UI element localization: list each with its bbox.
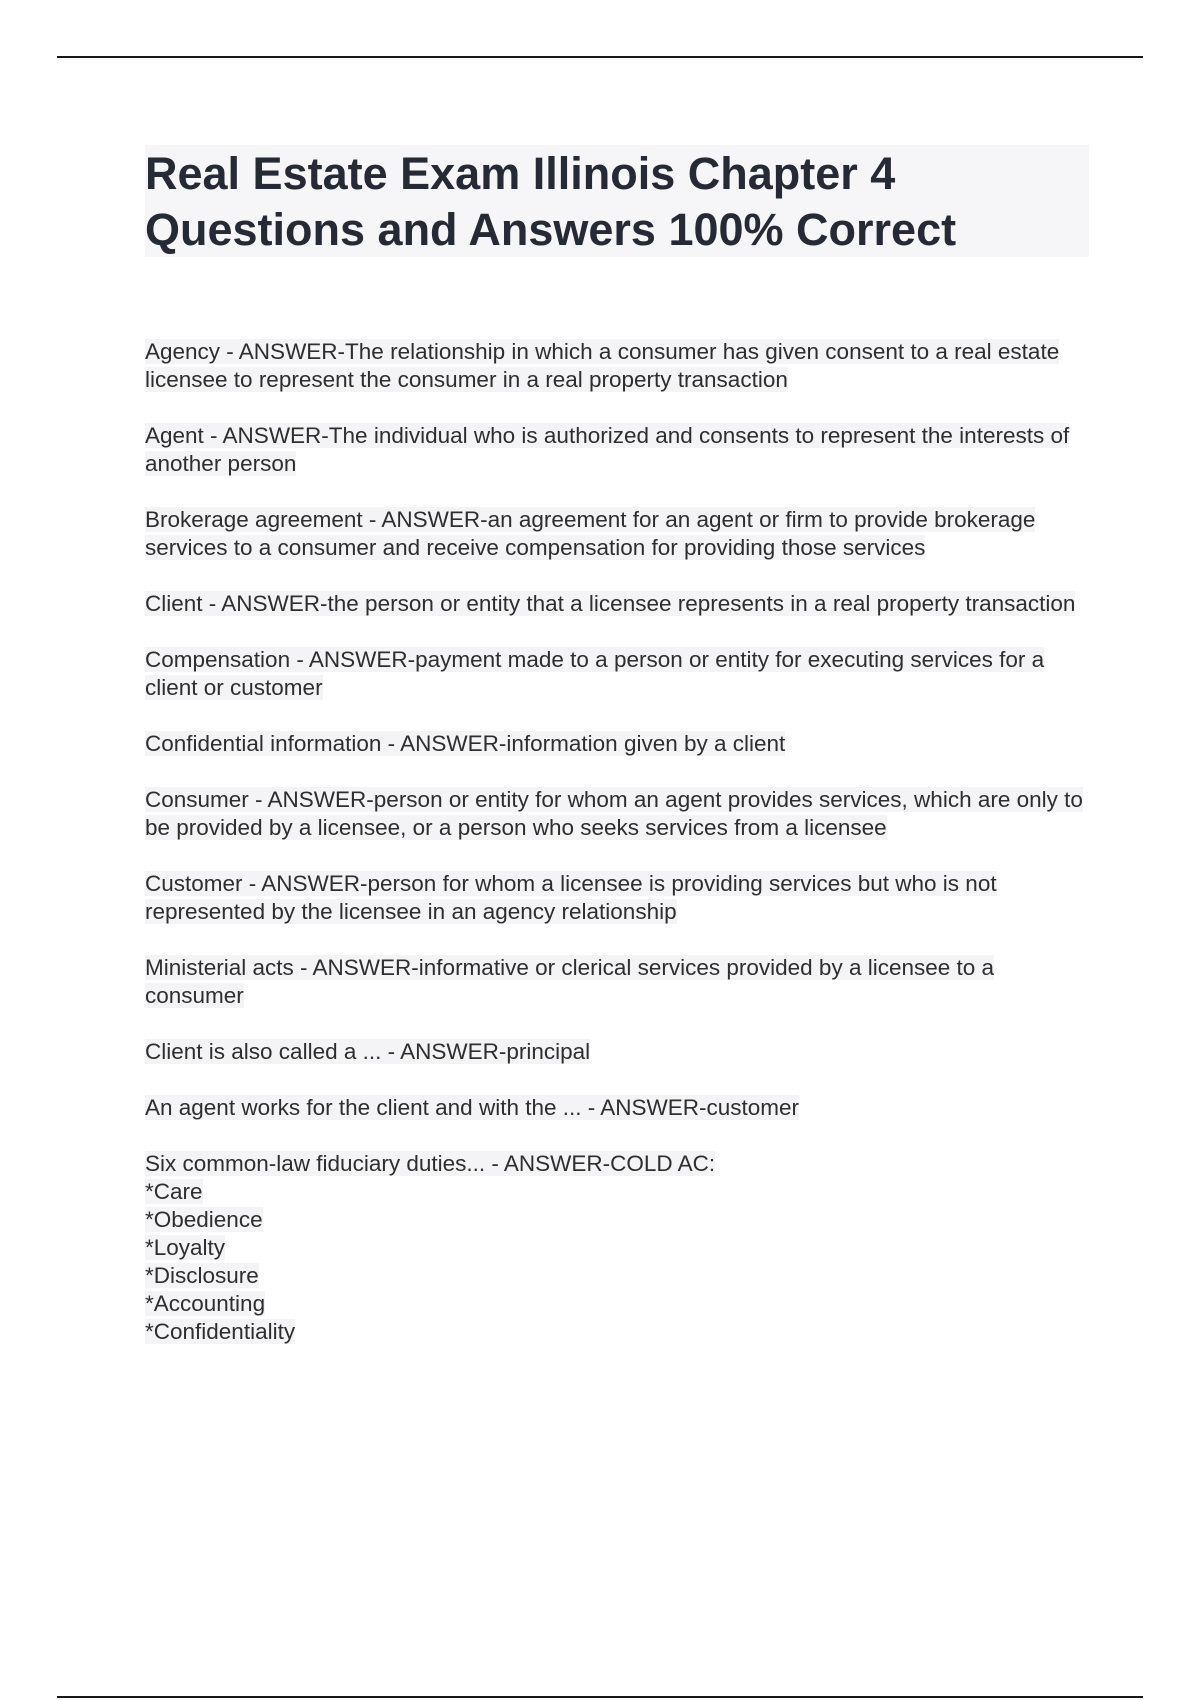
qa-text: Consumer - ANSWER-person or entity for whom an agent provides services, which are only to be provided by a licensee, or a person who seeks services from a licensee: [145, 787, 1083, 840]
qa-item-customer: [145, 870, 1085, 926]
fiduciary-duty: [145, 1206, 1085, 1234]
qa-item-brokerage-agreement: [145, 506, 1085, 562]
qa-text: Confidential information - ANSWER-information given by a client: [145, 731, 786, 756]
qa-text: Client is also called a ... - ANSWER-principal: [145, 1039, 591, 1064]
qa-text: Client - ANSWER-the person or entity that a licensee represents in a real property transaction: [145, 591, 1076, 616]
document-title: Real Estate Exam Illinois Chapter 4 Questions and Answers 100% Correct: [145, 148, 957, 255]
qa-item-agency: [145, 338, 1085, 394]
qa-item-agent: [145, 422, 1085, 478]
top-rule: [57, 56, 1143, 58]
bottom-rule: [57, 1696, 1143, 1698]
qa-item-agent-works-with: [145, 1094, 1085, 1122]
qa-item-consumer: [145, 786, 1085, 842]
qa-item-confidential-information: [145, 730, 1085, 758]
duty-text: *Accounting: [145, 1291, 266, 1316]
duty-text: *Care: [145, 1179, 203, 1204]
qa-text: Compensation - ANSWER-payment made to a person or entity for executing services for a client or customer: [145, 647, 1045, 700]
duty-text: *Disclosure: [145, 1263, 259, 1288]
duty-text: *Loyalty: [145, 1235, 226, 1260]
fiduciary-duty: [145, 1234, 1085, 1262]
qa-text: Ministerial acts - ANSWER-informative or clerical services provided by a licensee to a consumer: [145, 955, 995, 1008]
fiduciary-duty-list: [145, 1178, 1085, 1346]
qa-text: Six common-law fiduciary duties... - ANSWER-COLD AC:: [145, 1151, 716, 1176]
duty-text: *Confidentiality: [145, 1319, 296, 1344]
fiduciary-duty: [145, 1262, 1085, 1290]
qa-text: Agency - ANSWER-The relationship in which a consumer has given consent to a real estate licensee to represent the consumer in a real property transaction: [145, 339, 1060, 392]
fiduciary-duty: [145, 1290, 1085, 1318]
qa-item-fiduciary-duties: [145, 1150, 1085, 1346]
duty-text: *Obedience: [145, 1207, 263, 1232]
qa-text: An agent works for the client and with the ... - ANSWER-customer: [145, 1095, 800, 1120]
qa-item-client-also-called: [145, 1038, 1085, 1066]
qa-item-compensation: [145, 646, 1085, 702]
qa-item-client: [145, 590, 1085, 618]
qa-text: Customer - ANSWER-person for whom a licensee is providing services but who is not represented by the licensee in an agency relationship: [145, 871, 997, 924]
qa-item-ministerial-acts: [145, 954, 1085, 1010]
qa-text: Agent - ANSWER-The individual who is authorized and consents to represent the interests of another person: [145, 423, 1070, 476]
qa-text: Brokerage agreement - ANSWER-an agreement for an agent or firm to provide brokerage services to a consumer and receive compensation for providing those services: [145, 507, 1036, 560]
fiduciary-duty: [145, 1318, 1085, 1346]
fiduciary-duty: [145, 1178, 1085, 1206]
qa-list: [145, 338, 1085, 1374]
